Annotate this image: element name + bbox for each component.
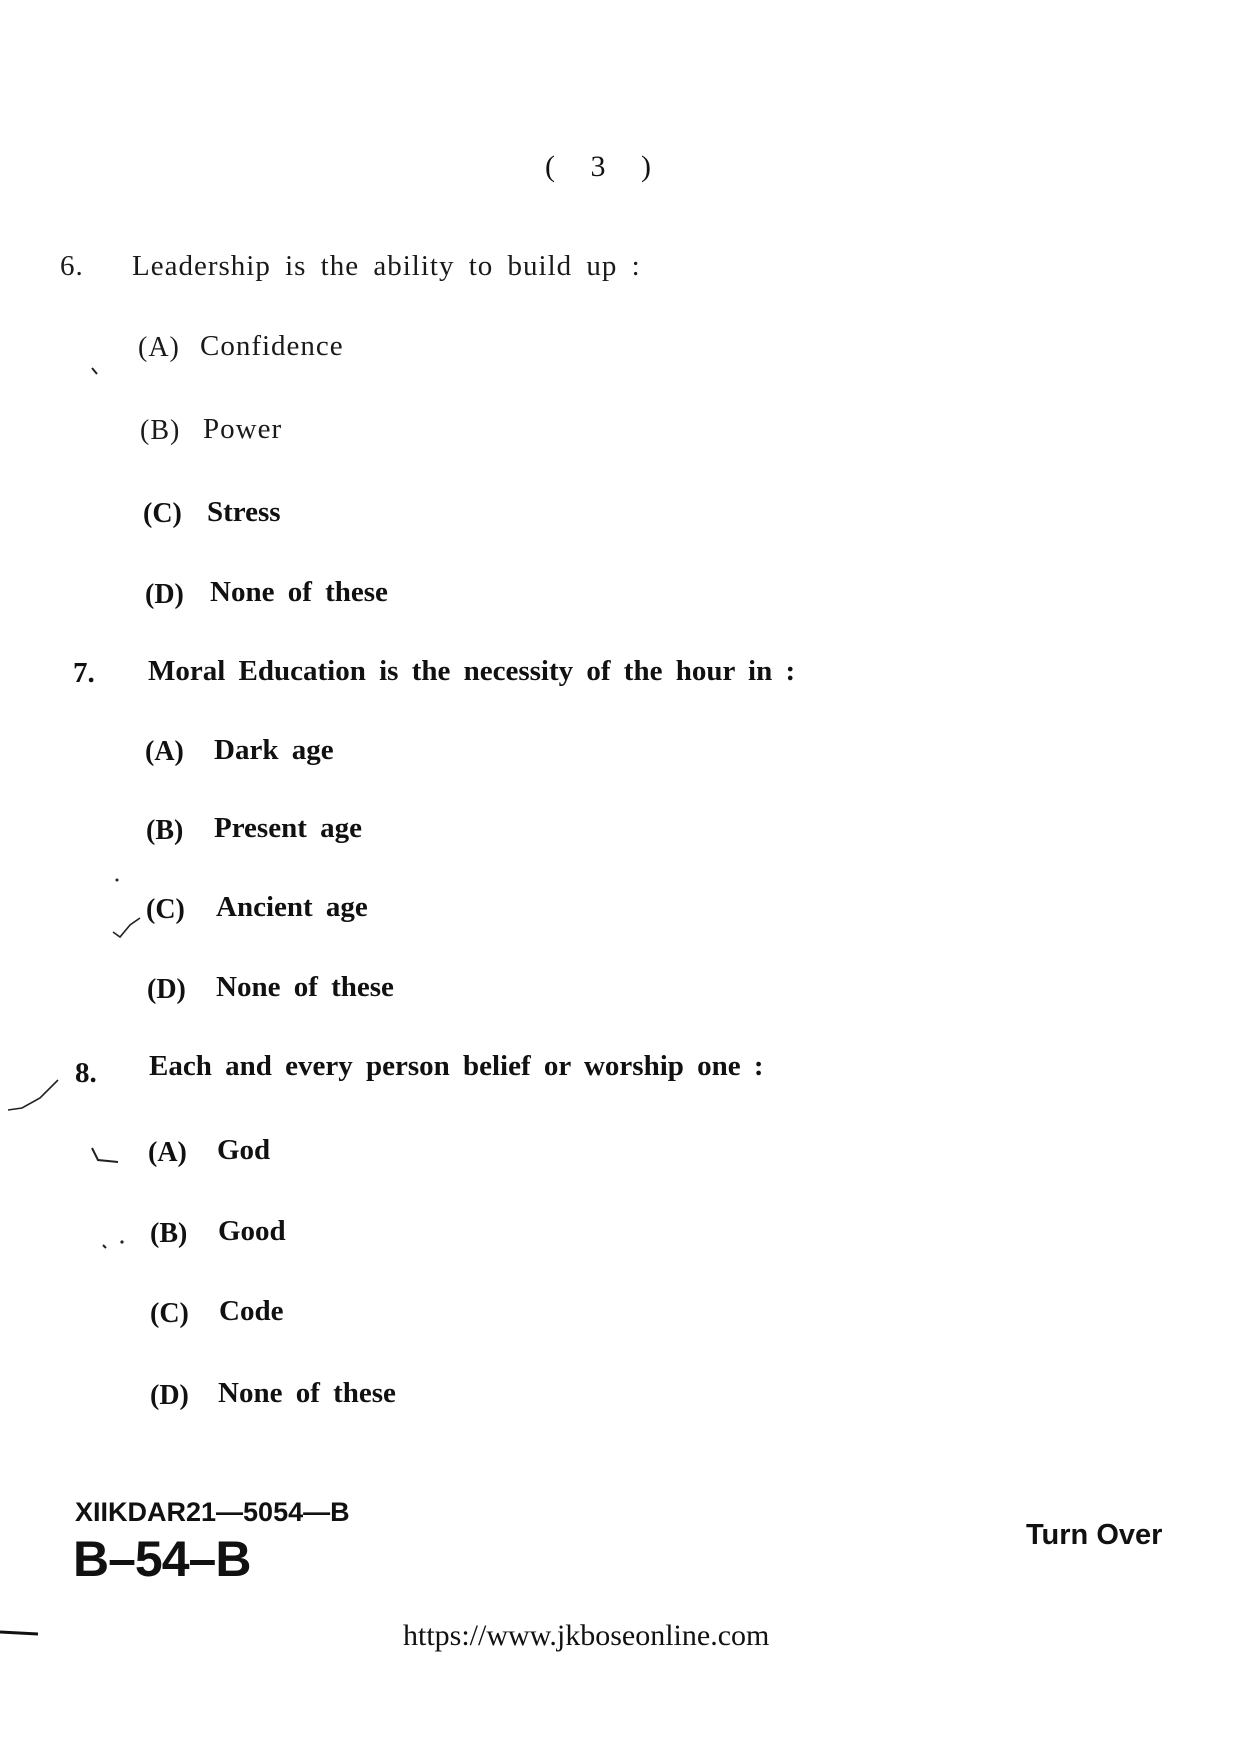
page-number: ( 3 ) — [545, 150, 665, 183]
paper-code: XIIKDAR21—5054—B — [75, 1497, 350, 1527]
option-text: God — [217, 1134, 271, 1166]
pen-mark — [116, 879, 119, 882]
checkmark-icon — [113, 918, 140, 937]
option-letter: (B) — [140, 415, 181, 446]
option-text: Ancient age — [216, 891, 368, 923]
option-text: Confidence — [200, 330, 344, 362]
option-letter: (C) — [150, 1298, 189, 1329]
edge-mark — [0, 1632, 38, 1634]
option-letter: (C) — [143, 498, 182, 529]
question-text: Moral Education is the necessity of the hour in : — [148, 655, 796, 687]
option-letter: (D) — [147, 974, 186, 1005]
option-text: Stress — [207, 496, 281, 528]
website-url[interactable]: https://www.jkboseonline.com — [403, 1619, 770, 1652]
option-text: Present age — [214, 812, 362, 844]
option-letter: (D) — [150, 1380, 189, 1411]
option-letter: (B) — [146, 815, 184, 846]
series-code: B–54–B — [73, 1531, 251, 1587]
turn-over-label: Turn Over — [1026, 1519, 1163, 1551]
option-letter: (A) — [138, 332, 180, 363]
option-text: None of these — [218, 1377, 396, 1409]
option-letter: (B) — [150, 1218, 188, 1249]
question-text: Each and every person belief or worship one : — [149, 1050, 764, 1082]
option-letter: (C) — [146, 894, 185, 925]
question-number: 6. — [60, 250, 84, 282]
option-letter: (D) — [145, 579, 184, 610]
pen-mark — [103, 1245, 106, 1248]
pen-mark — [92, 368, 97, 374]
option-text: None of these — [210, 576, 388, 608]
question-text: Leadership is the ability to build up : — [132, 250, 641, 282]
option-text: None of these — [216, 971, 394, 1003]
checkmark-icon — [92, 1148, 118, 1162]
option-text: Dark age — [214, 734, 334, 766]
option-letter: (A) — [148, 1137, 187, 1168]
option-text: Power — [203, 413, 283, 445]
question-number: 7. — [73, 657, 95, 689]
option-text: Code — [219, 1295, 284, 1327]
checkmark-icon — [8, 1080, 58, 1110]
pen-mark — [120, 1240, 123, 1243]
question-number: 8. — [75, 1057, 97, 1089]
option-letter: (A) — [145, 736, 184, 767]
option-text: Good — [218, 1215, 286, 1247]
